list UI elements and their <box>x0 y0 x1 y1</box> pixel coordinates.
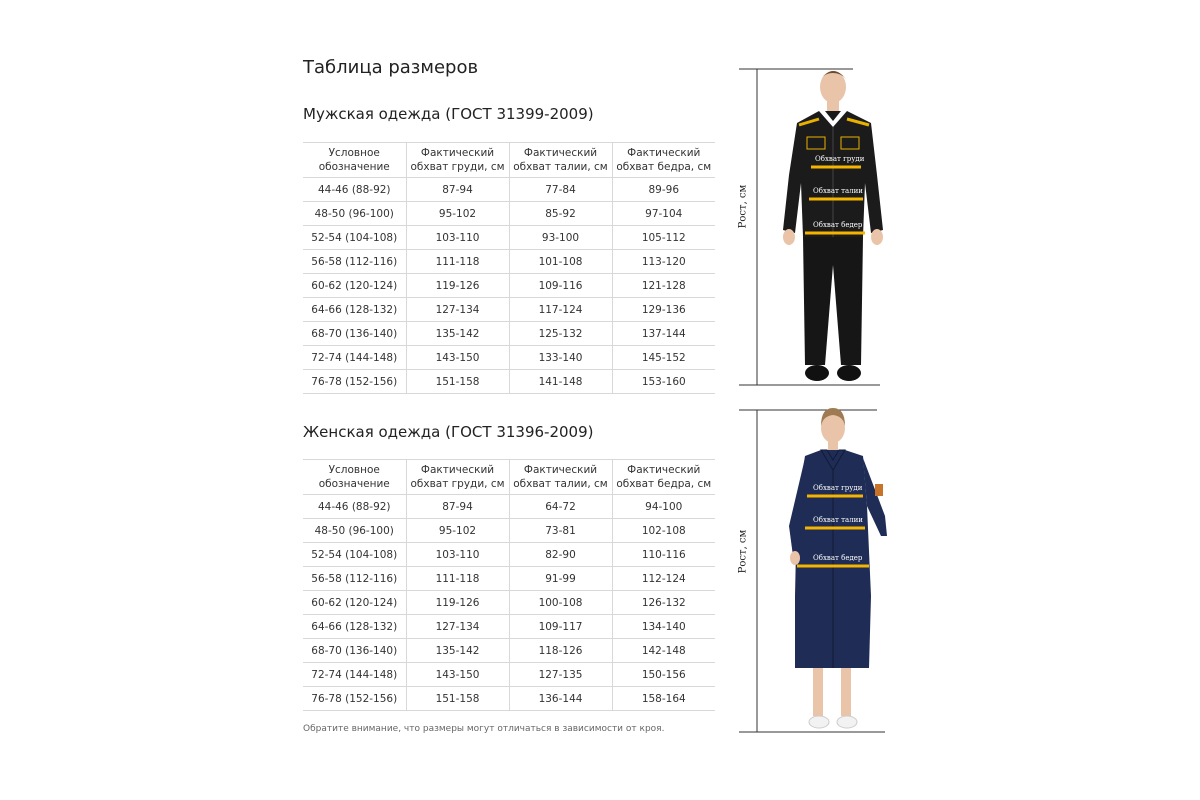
table-row <box>303 178 715 202</box>
table-cell: 137-144 <box>612 322 715 346</box>
men-figure-illustration <box>735 65 895 390</box>
table-cell: 56-58 (112-116) <box>303 250 406 274</box>
column-header: Фактический обхват талии, см <box>509 460 612 495</box>
column-header: Фактический обхват бедра, см <box>612 143 715 178</box>
table-cell: 127-135 <box>509 663 612 687</box>
table-cell: 141-148 <box>509 370 612 394</box>
table-cell: 87-94 <box>406 495 509 519</box>
table-header-row <box>303 143 715 178</box>
table-row <box>303 639 715 663</box>
table-row <box>303 274 715 298</box>
table-cell: 95-102 <box>406 202 509 226</box>
table-cell: 52-54 (104-108) <box>303 543 406 567</box>
table-cell: 135-142 <box>406 322 509 346</box>
table-cell: 105-112 <box>612 226 715 250</box>
table-cell: 121-128 <box>612 274 715 298</box>
table-cell: 136-144 <box>509 687 612 711</box>
table-cell: 76-78 (152-156) <box>303 370 406 394</box>
table-cell: 119-126 <box>406 591 509 615</box>
table-cell: 103-110 <box>406 226 509 250</box>
table-cell: 102-108 <box>612 519 715 543</box>
table-cell: 158-164 <box>612 687 715 711</box>
table-row <box>303 663 715 687</box>
table-cell: 97-104 <box>612 202 715 226</box>
table-cell: 134-140 <box>612 615 715 639</box>
table-cell: 118-126 <box>509 639 612 663</box>
women-measurement-figure <box>735 406 895 736</box>
table-cell: 100-108 <box>509 591 612 615</box>
column-header: Условное обозначение <box>303 460 406 495</box>
table-cell: 103-110 <box>406 543 509 567</box>
waist-label: Обхват талии <box>813 516 863 524</box>
table-cell: 48-50 (96-100) <box>303 519 406 543</box>
table-cell: 91-99 <box>509 567 612 591</box>
table-row <box>303 322 715 346</box>
table-cell: 82-90 <box>509 543 612 567</box>
table-row <box>303 687 715 711</box>
table-cell: 153-160 <box>612 370 715 394</box>
chest-label: Обхват груди <box>815 155 865 163</box>
table-cell: 44-46 (88-92) <box>303 495 406 519</box>
table-row <box>303 250 715 274</box>
table-cell: 68-70 (136-140) <box>303 322 406 346</box>
table-cell: 142-148 <box>612 639 715 663</box>
hip-label: Обхват бедер <box>813 221 863 229</box>
table-cell: 95-102 <box>406 519 509 543</box>
table-cell: 127-134 <box>406 298 509 322</box>
table-cell: 119-126 <box>406 274 509 298</box>
table-cell: 151-158 <box>406 687 509 711</box>
table-cell: 135-142 <box>406 639 509 663</box>
table-cell: 112-124 <box>612 567 715 591</box>
table-cell: 72-74 (144-148) <box>303 663 406 687</box>
table-cell: 56-58 (112-116) <box>303 567 406 591</box>
table-cell: 143-150 <box>406 663 509 687</box>
table-cell: 145-152 <box>612 346 715 370</box>
table-cell: 110-116 <box>612 543 715 567</box>
table-cell: 89-96 <box>612 178 715 202</box>
table-cell: 68-70 (136-140) <box>303 639 406 663</box>
table-row <box>303 495 715 519</box>
table-header-row <box>303 460 715 495</box>
waist-label: Обхват талии <box>813 187 863 195</box>
men-size-table <box>303 142 715 394</box>
table-row <box>303 519 715 543</box>
table-row <box>303 591 715 615</box>
table-cell: 60-62 (120-124) <box>303 591 406 615</box>
footnote: Обратите внимание, что размеры могут отличаться в зависимости от кроя. <box>303 724 665 734</box>
table-row <box>303 543 715 567</box>
column-header: Условное обозначение <box>303 143 406 178</box>
hip-label: Обхват бедер <box>813 554 863 562</box>
table-cell: 60-62 (120-124) <box>303 274 406 298</box>
table-cell: 127-134 <box>406 615 509 639</box>
page-title: Таблица размеров <box>303 57 479 78</box>
men-height-label: Рост, см <box>737 184 749 229</box>
women-height-label: Рост, см <box>737 529 749 574</box>
table-cell: 111-118 <box>406 567 509 591</box>
table-cell: 87-94 <box>406 178 509 202</box>
table-row <box>303 615 715 639</box>
table-cell: 76-78 (152-156) <box>303 687 406 711</box>
column-header: Фактический обхват талии, см <box>509 143 612 178</box>
column-header: Фактический обхват бедра, см <box>612 460 715 495</box>
table-cell: 44-46 (88-92) <box>303 178 406 202</box>
table-row <box>303 567 715 591</box>
table-cell: 129-136 <box>612 298 715 322</box>
table-row <box>303 346 715 370</box>
table-cell: 109-117 <box>509 615 612 639</box>
table-cell: 48-50 (96-100) <box>303 202 406 226</box>
table-row <box>303 226 715 250</box>
table-cell: 117-124 <box>509 298 612 322</box>
table-cell: 77-84 <box>509 178 612 202</box>
women-heading: Женская одежда (ГОСТ 31396-2009) <box>303 423 594 441</box>
column-header: Фактический обхват груди, см <box>406 460 509 495</box>
women-figure-illustration <box>735 406 895 736</box>
chest-label: Обхват груди <box>813 484 863 492</box>
table-cell: 85-92 <box>509 202 612 226</box>
table-cell: 93-100 <box>509 226 612 250</box>
table-cell: 109-116 <box>509 274 612 298</box>
men-measurement-figure <box>735 65 895 390</box>
table-row <box>303 370 715 394</box>
table-cell: 151-158 <box>406 370 509 394</box>
table-cell: 113-120 <box>612 250 715 274</box>
table-cell: 64-72 <box>509 495 612 519</box>
table-cell: 101-108 <box>509 250 612 274</box>
men-heading: Мужская одежда (ГОСТ 31399-2009) <box>303 105 594 123</box>
table-cell: 64-66 (128-132) <box>303 615 406 639</box>
table-cell: 133-140 <box>509 346 612 370</box>
women-size-table <box>303 459 715 711</box>
table-cell: 73-81 <box>509 519 612 543</box>
table-cell: 72-74 (144-148) <box>303 346 406 370</box>
table-cell: 94-100 <box>612 495 715 519</box>
table-cell: 64-66 (128-132) <box>303 298 406 322</box>
column-header: Фактический обхват груди, см <box>406 143 509 178</box>
table-cell: 126-132 <box>612 591 715 615</box>
table-cell: 150-156 <box>612 663 715 687</box>
table-row <box>303 202 715 226</box>
table-cell: 143-150 <box>406 346 509 370</box>
table-row <box>303 298 715 322</box>
table-cell: 111-118 <box>406 250 509 274</box>
table-cell: 52-54 (104-108) <box>303 226 406 250</box>
table-cell: 125-132 <box>509 322 612 346</box>
